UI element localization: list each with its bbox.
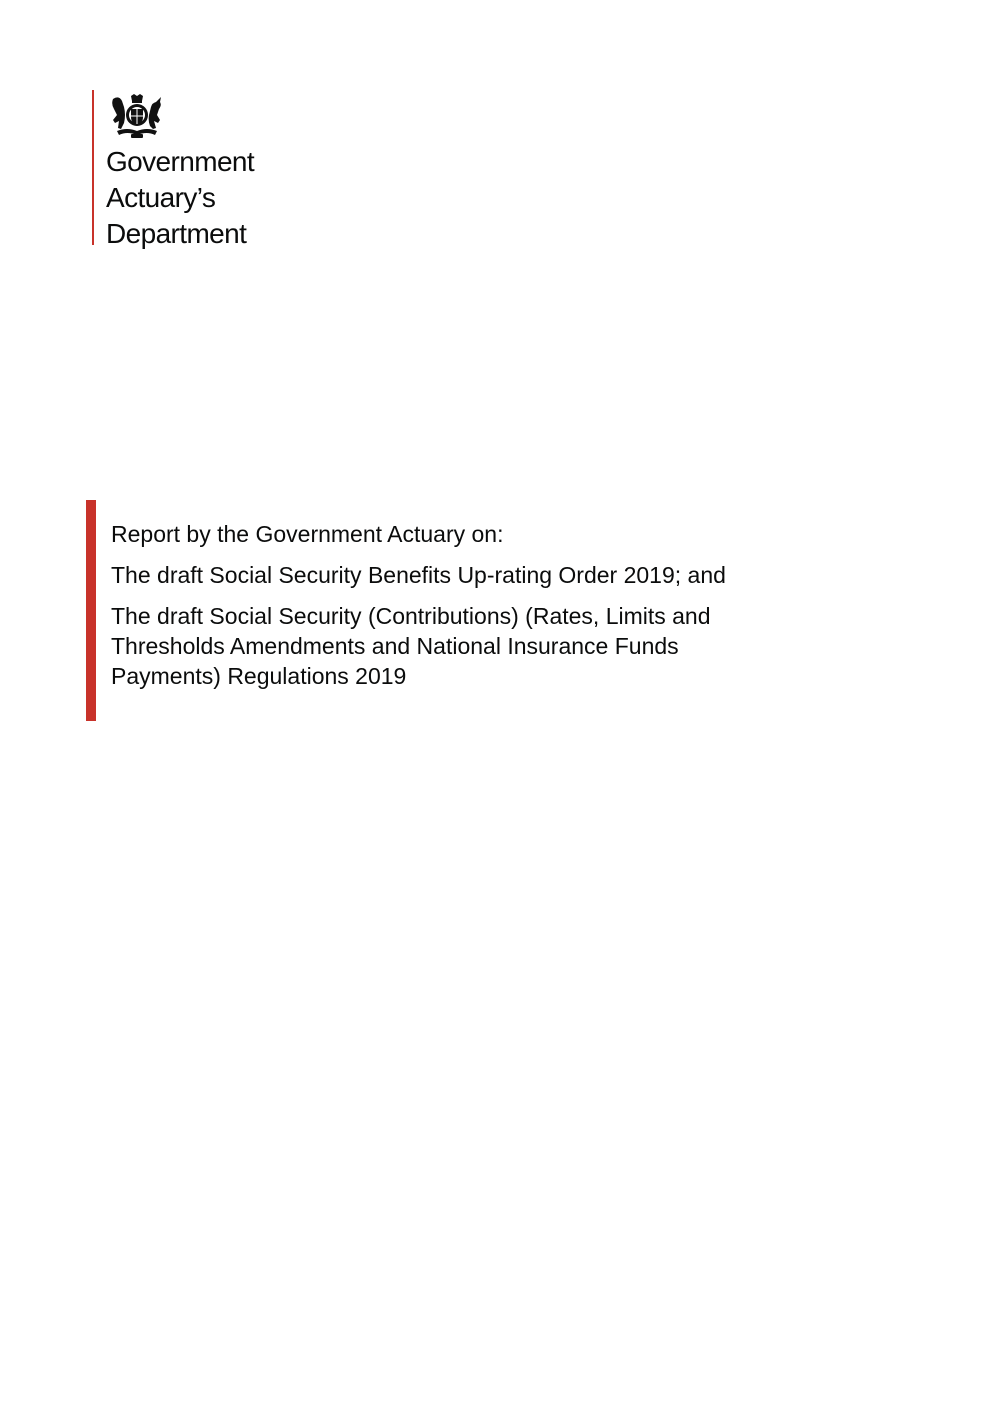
logo-line-government: Government bbox=[106, 146, 255, 177]
logo-line-department: Department bbox=[106, 218, 247, 249]
report-item-contributions-regulations bbox=[111, 601, 726, 691]
report-intro: Report by the Government Actuary on: bbox=[111, 521, 504, 547]
report-title-block bbox=[86, 500, 866, 721]
logo-wordmark bbox=[106, 144, 254, 252]
regulations-line-3: Payments) Regulations 2019 bbox=[111, 663, 407, 689]
royal-coat-of-arms-icon bbox=[107, 93, 167, 140]
regulations-line-1: The draft Social Security (Contributions) (Rates, Limits and bbox=[111, 603, 711, 629]
gad-logo bbox=[92, 90, 302, 249]
report-title bbox=[111, 519, 726, 702]
report-item-uprating-order: The draft Social Security Benefits Up-rating Order 2019; and bbox=[111, 562, 726, 588]
title-accent-bar bbox=[86, 500, 96, 721]
logo-line-actuarys: Actuary’s bbox=[106, 182, 216, 213]
logo-accent-bar bbox=[92, 90, 94, 245]
regulations-line-2: Thresholds Amendments and National Insurance Funds bbox=[111, 633, 679, 659]
